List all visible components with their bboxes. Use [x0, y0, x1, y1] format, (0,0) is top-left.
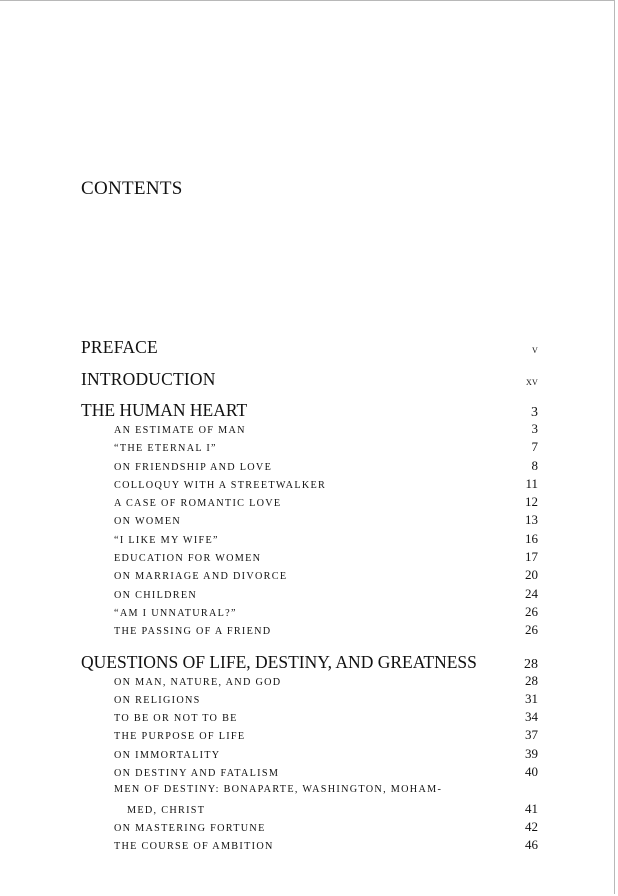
- toc-subentry: [81, 800, 538, 818]
- toc-subentry: [81, 457, 538, 475]
- toc-subentry-title: ON MASTERING FORTUNE: [114, 822, 266, 834]
- toc-subentry: [81, 763, 538, 781]
- toc-subentry-title: ON MAN, NATURE, AND GOD: [114, 676, 282, 688]
- toc-subentry: [81, 818, 538, 836]
- toc-subentry-title: ON MARRIAGE AND DIVORCE: [114, 571, 288, 583]
- toc-subentry-title: “AM I UNNATURAL?”: [114, 607, 237, 619]
- toc-subentry-title: ON IMMORTALITY: [114, 749, 221, 761]
- toc-subentry: [81, 475, 538, 493]
- toc-subentry-title: ON RELIGIONS: [114, 694, 201, 706]
- toc-subentry: [81, 548, 538, 566]
- toc-subentry-page: 7: [531, 439, 538, 455]
- toc-subentry: [81, 493, 538, 511]
- toc-subentry-page: 13: [525, 512, 538, 528]
- toc-subentry-page: 34: [525, 709, 538, 725]
- table-of-contents: [81, 337, 538, 855]
- page-title: CONTENTS: [81, 178, 183, 199]
- toc-subentry: [81, 420, 538, 438]
- toc-subentry-page: 41: [525, 800, 538, 816]
- toc-entry-introduction: [81, 369, 538, 389]
- toc-entry-page: xv: [526, 374, 538, 388]
- toc-subentry: [81, 781, 538, 799]
- toc-subentry-title: ON CHILDREN: [114, 589, 198, 601]
- toc-entry-title: INTRODUCTION: [81, 369, 216, 389]
- toc-subentry: [81, 726, 538, 744]
- toc-subentry-page: 31: [525, 690, 538, 706]
- toc-subentry: [81, 708, 538, 726]
- toc-subentry-page: 8: [531, 457, 538, 473]
- toc-subentry-page: 17: [525, 549, 538, 565]
- toc-subentry-page: 16: [525, 530, 538, 546]
- toc-subentry-page: 42: [525, 818, 538, 834]
- toc-subentry: [81, 566, 538, 584]
- toc-subentry: [81, 745, 538, 763]
- toc-subentry-page: 28: [525, 672, 538, 688]
- toc-subentry: [81, 530, 538, 548]
- toc-subentry-page: 24: [525, 585, 538, 601]
- toc-subentry-title: AN ESTIMATE OF MAN: [114, 425, 246, 436]
- toc-section-title: QUESTIONS OF LIFE, DESTINY, AND GREATNESS: [81, 651, 477, 672]
- toc-subentry-title: “THE ETERNAL I”: [114, 443, 217, 455]
- toc-subentry-page: 26: [525, 603, 538, 619]
- toc-subentry-title: ON WOMEN: [114, 516, 182, 528]
- toc-subentry: [81, 836, 538, 854]
- toc-subentry-title: THE COURSE OF AMBITION: [114, 841, 274, 853]
- toc-subentry-page: 11: [525, 475, 538, 491]
- toc-subentry-title: THE PASSING OF A FRIEND: [114, 626, 272, 638]
- toc-entry-preface: [81, 337, 538, 357]
- toc-subentry-title: ON FRIENDSHIP AND LOVE: [114, 461, 273, 473]
- toc-section-page: 3: [531, 405, 538, 420]
- toc-subentry: [81, 690, 538, 708]
- toc-section-human-heart: [81, 400, 538, 420]
- toc-subentry-page: 39: [525, 745, 538, 761]
- toc-subentry-page: 26: [525, 622, 538, 638]
- toc-subentry-title: ON DESTINY AND FATALISM: [114, 768, 280, 780]
- toc-subentry-page: 37: [525, 727, 538, 743]
- toc-subentry-page: 12: [525, 494, 538, 510]
- toc-subentry-page: 46: [525, 837, 538, 853]
- toc-subentry-page: 40: [525, 764, 538, 780]
- toc-subentry-title: “I LIKE MY WIFE”: [114, 534, 219, 546]
- toc-subentry: [81, 621, 538, 639]
- toc-subentry: [81, 511, 538, 529]
- toc-subentry: [81, 672, 538, 690]
- toc-subentry-title: A CASE OF ROMANTIC LOVE: [114, 498, 282, 510]
- toc-entry-title: PREFACE: [81, 337, 158, 357]
- toc-section-questions-of-life: [81, 652, 538, 672]
- toc-subentry: [81, 438, 538, 456]
- toc-subentry: [81, 585, 538, 603]
- toc-subentry: [81, 603, 538, 621]
- toc-subentry-page: 3: [531, 421, 538, 436]
- toc-section-page: 28: [524, 656, 538, 672]
- toc-subentry-title: THE PURPOSE OF LIFE: [114, 731, 246, 743]
- toc-subentry-title: MEN OF DESTINY: BONAPARTE, WASHINGTON, MOHAM-: [114, 784, 443, 796]
- toc-subentry-title: MED, CHRIST: [127, 804, 206, 816]
- toc-subentry-page: 20: [525, 567, 538, 583]
- toc-subentry-title: COLLOQUY WITH A STREETWALKER: [114, 479, 327, 491]
- toc-subentry-title: TO BE OR NOT TO BE: [114, 713, 238, 725]
- toc-entry-page: v: [532, 342, 538, 356]
- toc-section-title: THE HUMAN HEART: [81, 400, 248, 420]
- toc-subentry-title: EDUCATION FOR WOMEN: [114, 553, 262, 565]
